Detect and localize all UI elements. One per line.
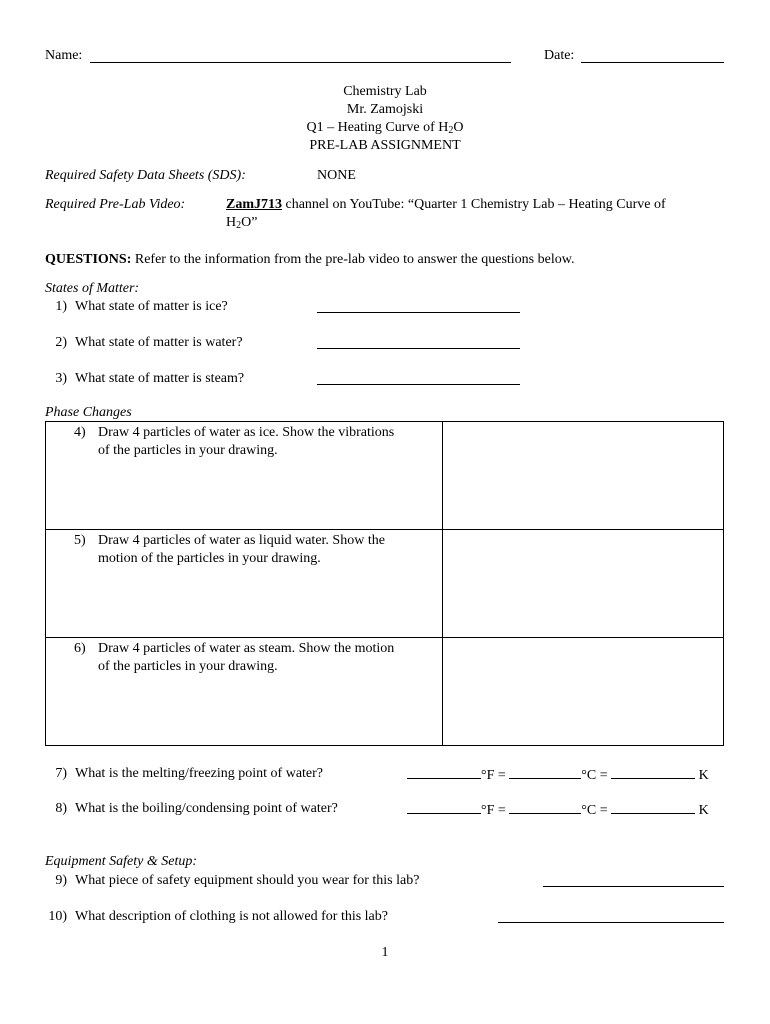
question-8: 8) What is the boiling/condensing point of water? [55, 801, 338, 816]
answer-1-field[interactable] [317, 312, 520, 313]
question-1: 1) What state of matter is ice? [55, 299, 228, 314]
question-5-cell: 5) Draw 4 particles of water as liquid water. Show the motion of the particles in your drawing. [46, 530, 443, 638]
title-teacher: Mr. Zamojski [346, 102, 424, 117]
video-channel-link[interactable]: ZamJ713 [226, 197, 282, 212]
answer-8-fields: °F = °C = K [407, 801, 709, 819]
equipment-heading: Equipment Safety & Setup: [45, 854, 198, 869]
phase-changes-table [45, 421, 724, 746]
title-assignment: PRE-LAB ASSIGNMENT [309, 138, 461, 153]
question-7: 7) What is the melting/freezing point of water? [55, 766, 324, 781]
date-field[interactable] [581, 62, 724, 63]
sds-value: NONE [317, 168, 356, 183]
answer-7-kelvin[interactable] [611, 766, 695, 779]
answer-7-fahrenheit[interactable] [407, 766, 481, 779]
video-description-cont: $H_2O$” [226, 215, 258, 231]
answer-2-field[interactable] [317, 348, 520, 349]
answer-8-kelvin[interactable] [611, 801, 695, 814]
phase-heading: Phase Changes [45, 405, 132, 420]
name-label: Name: [45, 48, 83, 63]
answer-9-field[interactable] [543, 886, 724, 887]
question-4-cell: 4) Draw 4 particles of water as ice. Show the vibrations of the particles in your drawing. [46, 422, 443, 530]
drawing-area-5[interactable] [443, 530, 724, 638]
question-10: 10) What description of clothing is not allowed for this lab? [48, 909, 388, 924]
table-row [46, 638, 724, 746]
video-description: ZamJ713 channel on YouTube: “Quarter 1 Chemistry Lab – Heating Curve of [226, 197, 666, 212]
answer-7-fields: °F = °C = K [407, 766, 709, 784]
questions-intro: QUESTIONS: Refer to the information from the pre-lab video to answer the questions below. [45, 252, 575, 267]
sds-label: Required Safety Data Sheets (SDS): [45, 168, 246, 183]
title-course: Chemistry Lab [343, 84, 427, 99]
states-heading: States of Matter: [45, 281, 140, 296]
question-9: 9) What piece of safety equipment should you wear for this lab? [55, 873, 420, 888]
name-field[interactable] [90, 62, 511, 63]
title-topic: Q1 – Heating Curve of $H_2O$ [306, 120, 464, 136]
video-label: Required Pre-Lab Video: [45, 197, 186, 212]
table-row [46, 530, 724, 638]
answer-10-field[interactable] [498, 922, 724, 923]
answer-3-field[interactable] [317, 384, 520, 385]
question-6-cell: 6) Draw 4 particles of water as steam. Show the motion of the particles in your drawing. [46, 638, 443, 746]
answer-7-celsius[interactable] [509, 766, 581, 779]
page-number: 1 [381, 945, 389, 960]
answer-8-celsius[interactable] [509, 801, 581, 814]
table-row [46, 422, 724, 530]
date-label: Date: [544, 48, 575, 63]
answer-8-fahrenheit[interactable] [407, 801, 481, 814]
drawing-area-6[interactable] [443, 638, 724, 746]
drawing-area-4[interactable] [443, 422, 724, 530]
question-2: 2) What state of matter is water? [55, 335, 243, 350]
question-3: 3) What state of matter is steam? [55, 371, 245, 386]
